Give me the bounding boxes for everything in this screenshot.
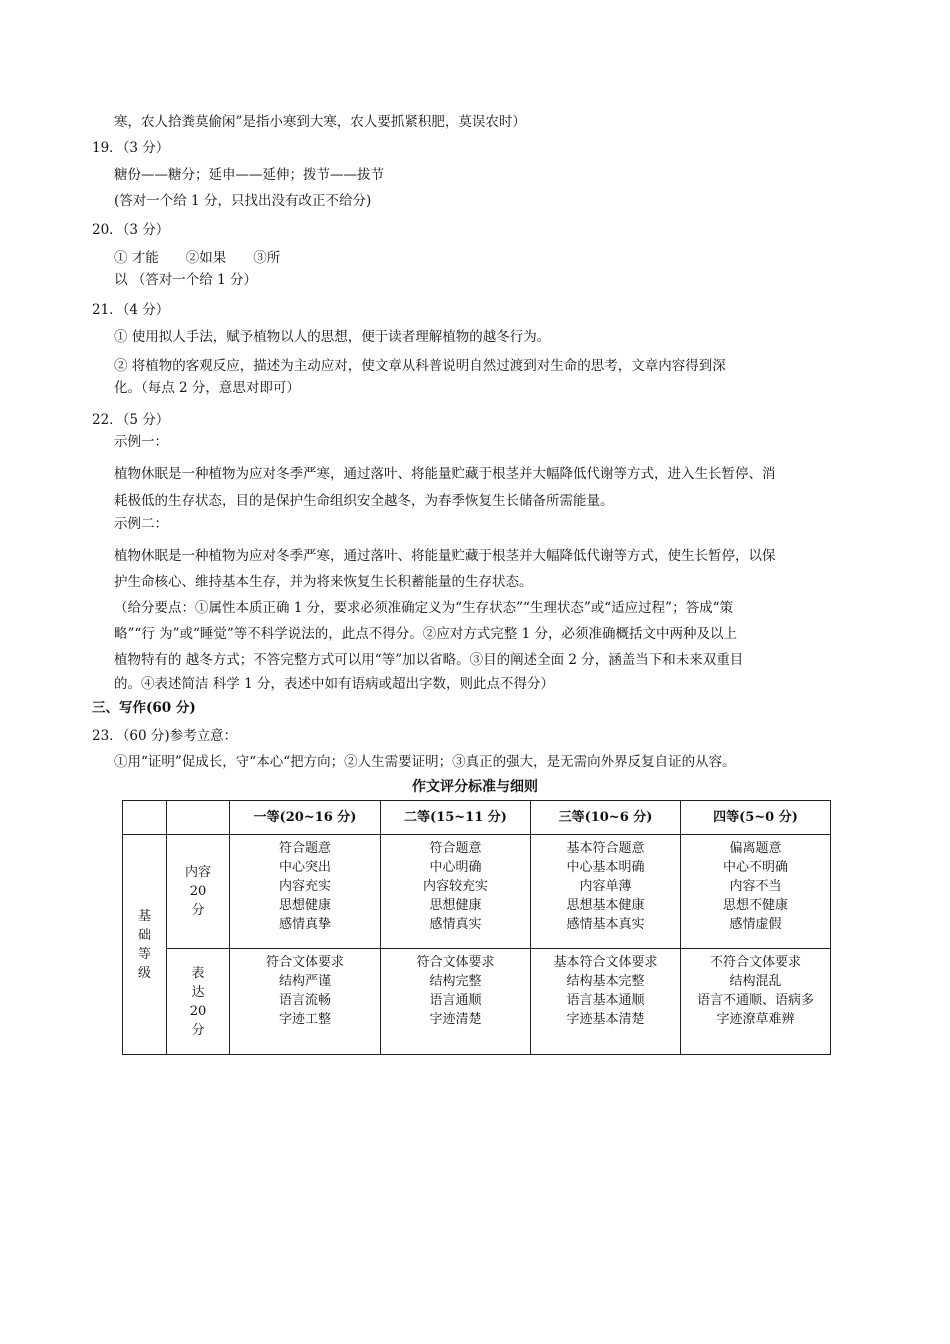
table-cell: 符合文体要求 结构严谨 语言流畅 字迹工整 [230,949,381,1055]
text-line: 植物休眠是一种植物为应对冬季严寒，通过落叶、将能量贮藏于根茎并大幅降低代谢等方式，进入生长暂停、消 [114,466,776,482]
text-line: 植物休眠是一种植物为应对冬季严寒，通过落叶、将能量贮藏于根茎并大幅降低代谢等方式，使生长暂停，以保 [114,548,776,564]
question-19-header: 19．（3 分） [92,140,170,156]
text-line: 糖份——糖分；延申——延伸；拨节——拔节 [114,167,384,183]
table-cell: 符合题意 中心明确 内容较充实 思想健康 感情真实 [381,835,531,949]
question-23-header: 23．（60 分)参考立意： [92,728,238,744]
text-line: 寒，农人拾粪莫偷闲”是指小寒到大寒，农人要抓紧积肥，莫误农时） [114,114,526,130]
text-line: ② 将植物的客观反应，描述为主动应对，使文章从科普说明自然过渡到对生命的思考，文章内容得到深 [114,358,726,374]
text-line: 化。（每点 2 分，意思对即可） [114,380,300,396]
question-22-header: 22．（5 分） [92,412,170,428]
row-label: 表 达 20 分 [167,949,230,1055]
text-line: （给分要点：①属性本质正确 1 分，要求必须准确定义为“生存状态”“生理状态”或“适应过程”；答成“策 [114,600,733,616]
table-cell: 符合文体要求 结构完整 语言通顺 字迹清楚 [381,949,531,1055]
table-header-row [123,801,831,835]
table-cell: 符合题意 中心突出 内容充实 思想健康 感情真挚 [230,835,381,949]
text-line: 示例一： [114,434,168,450]
row-label: 内容 20 分 [167,835,230,949]
text-line: 护生命核心、维持基本生存，并为将来恢复生长积蓄能量的生存状态。 [114,574,533,590]
text-line: ①用“证明”促成长，守“本心“把方向；②人生需要证明；③真正的强大，是无需向外界反复自证的从容。 [114,754,736,770]
question-21-header: 21．（4 分） [92,302,170,318]
section-3-heading: 三、写作(60 分) [92,700,196,716]
column-header: 一等(20~16 分) [230,801,381,835]
table-cell: 基本符合文体要求 结构基本完整 语言基本通顺 字迹基本清楚 [531,949,681,1055]
empty-cell [123,801,167,835]
group-label: 基 础 等 级 [123,835,167,1055]
table-title: 作文评分标准与细则 [412,779,538,795]
text-line: ① 才能 ②如果 ③所 [114,250,281,266]
table-cell: 不符合文体要求 结构混乱 语言不通顺、语病多 字迹潦草难辨 [681,949,831,1055]
column-header: 三等(10~6 分) [531,801,681,835]
text-line: 耗极低的生存状态，目的是保护生命组织安全越冬，为春季恢复生长储备所需能量。 [114,493,614,509]
table-cell: 偏离题意 中心不明确 内容不当 思想不健康 感情虚假 [681,835,831,949]
question-20-header: 20．（3 分） [92,222,170,238]
text-line: 的。④表述简洁 科学 1 分，表述中如有语病或超出字数，则此点不得分） [114,676,554,692]
empty-cell [167,801,230,835]
text-line: 示例二： [114,516,168,532]
text-line: 植物特有的 越冬方式；不答完整方式可以用“等”加以省略。③目的阐述全面 2 分，涵盖当下和未来双重目 [114,652,744,668]
grading-table [122,800,831,1055]
table-row [123,949,831,1055]
text-line: 略”“行 为”或“睡觉”等不科学说法的，此点不得分。②应对方式完整 1 分，必须准确概括文中两种及以上 [114,626,737,642]
text-line: 以 （答对一个给 1 分） [114,272,257,288]
text-line: ① 使用拟人手法，赋予植物以人的思想，便于读者理解植物的越冬行为。 [114,329,551,345]
text-line: (答对一个给 1 分，只找出没有改正不给分) [114,193,372,209]
column-header: 二等(15~11 分) [381,801,531,835]
table-row [123,835,831,949]
column-header: 四等(5~0 分) [681,801,831,835]
table-cell: 基本符合题意 中心基本明确 内容单薄 思想基本健康 感情基本真实 [531,835,681,949]
